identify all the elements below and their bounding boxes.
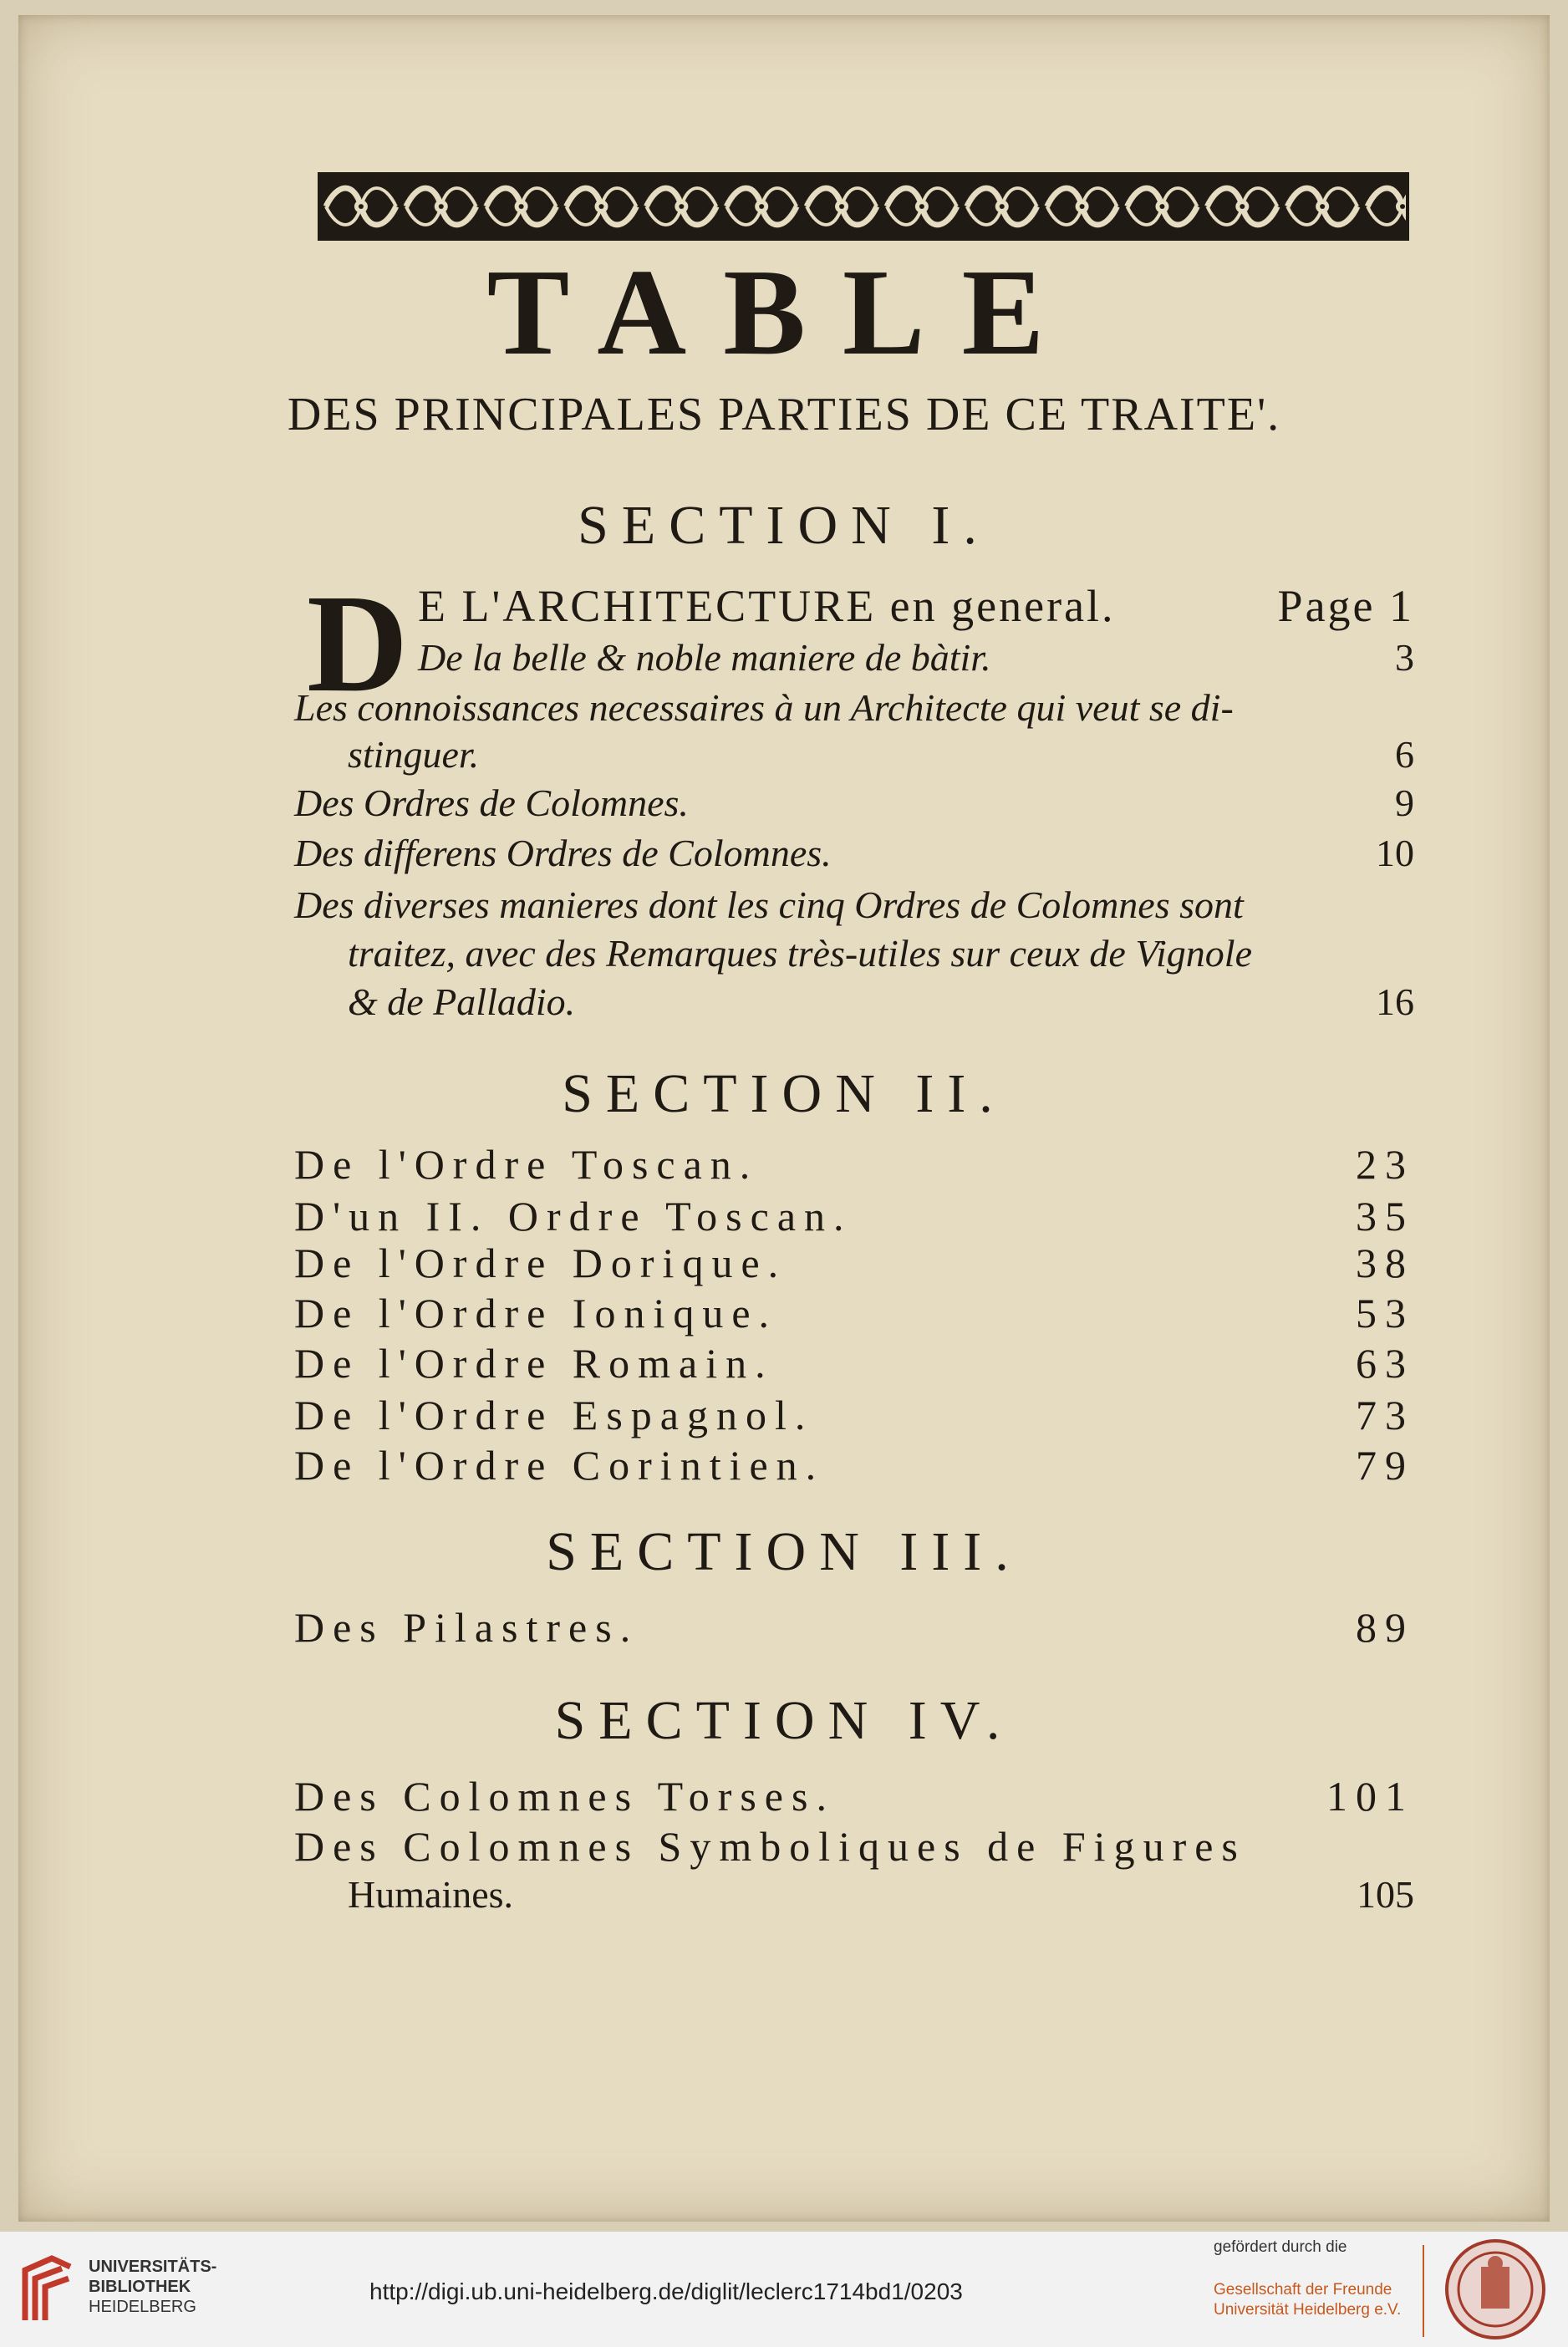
toc-entry[interactable] xyxy=(294,934,1414,973)
funded-by-label: gefördert durch die xyxy=(1214,2238,1347,2256)
toc-entry-text: Des differens Ordres de Colomnes. xyxy=(294,832,832,874)
toc-entry-text: De l'Ordre Ionique. xyxy=(294,1290,778,1336)
toc-entry[interactable] xyxy=(294,1442,1414,1489)
toc-entry-text: traitez, avec des Remarques très-utiles sur ceux de Vignole xyxy=(348,932,1252,975)
toc-page-number: 38 xyxy=(1356,1240,1414,1286)
toc-entry-text: & de Palladio. xyxy=(348,980,576,1023)
toc-page-number: 89 xyxy=(1356,1604,1414,1651)
toc-page-number: 16 xyxy=(1376,980,1414,1023)
toc-entry[interactable] xyxy=(294,686,1414,729)
toc-page-number: 79 xyxy=(1356,1442,1414,1489)
toc-entry-text: Des Colomnes Torses. xyxy=(294,1773,835,1820)
section-heading-3: SECTION III. xyxy=(546,1521,1022,1582)
toc-entry-text: De l'Ordre Corintien. xyxy=(294,1442,825,1489)
toc-entry-text: stinguer. xyxy=(348,733,480,776)
toc-entry[interactable] xyxy=(294,1394,1414,1436)
toc-entry-text: Des Colomnes Symboliques de Figures xyxy=(294,1823,1246,1870)
toc-page-number: 9 xyxy=(1395,781,1414,824)
permalink-url[interactable]: http://digi.ub.uni-heidelberg.de/diglit/leclerc1714bd1/0203 xyxy=(369,2278,963,2304)
toc-entry-text: Les connoissances necessaires à un Architecte qui veut se di- xyxy=(294,686,1234,729)
toc-entry[interactable] xyxy=(294,1292,1414,1334)
toc-entry-text: Des Pilastres. xyxy=(294,1604,639,1651)
toc-entry-text: De l'Ordre Romain. xyxy=(294,1340,774,1387)
footer-divider xyxy=(1423,2245,1424,2337)
toc-entry[interactable] xyxy=(294,1773,1414,1820)
toc-entry[interactable] xyxy=(294,1823,1414,1870)
toc-entry-text: De la belle & noble maniere de bàtir. xyxy=(418,636,991,679)
toc-page-number: 10 xyxy=(1376,832,1414,874)
page-title: TABLE xyxy=(486,244,1082,381)
section-heading-2: SECTION II. xyxy=(562,1063,1006,1124)
toc-entry-text: Humaines. xyxy=(348,1873,514,1916)
toc-page-number: 63 xyxy=(1356,1340,1414,1387)
toc-page-number: Page 1 xyxy=(1277,581,1414,631)
sponsor-name-line: Universität Heidelberg e.V. xyxy=(1214,2301,1402,2319)
scanned-page xyxy=(18,15,1550,2222)
viewer-footer xyxy=(0,2232,1568,2347)
library-name-line: BIBLIOTHEK xyxy=(89,2278,191,2296)
toc-page-number: 73 xyxy=(1356,1392,1414,1438)
toc-entry[interactable] xyxy=(294,1193,1414,1240)
toc-page-number: 101 xyxy=(1326,1773,1414,1820)
toc-page-number: 23 xyxy=(1356,1141,1414,1188)
toc-entry-text: De l'Ordre Toscan. xyxy=(294,1141,759,1188)
toc-entry[interactable] xyxy=(294,834,1414,873)
toc-entry[interactable] xyxy=(294,733,1414,776)
page-subtitle: DES PRINCIPALES PARTIES DE CE TRAITE'. xyxy=(287,389,1281,440)
toc-entry[interactable] xyxy=(418,636,1414,679)
toc-page-number: 35 xyxy=(1356,1193,1414,1240)
drop-cap: D xyxy=(307,566,409,721)
toc-entry-text: D'un II. Ordre Toscan. xyxy=(294,1193,853,1240)
toc-page-number: 6 xyxy=(1395,733,1414,776)
toc-entry[interactable] xyxy=(294,1141,1414,1188)
toc-entry-text: Des Ordres de Colomnes. xyxy=(294,781,689,824)
toc-entry[interactable] xyxy=(294,781,1414,824)
toc-entry[interactable] xyxy=(294,980,1414,1023)
library-logo-icon xyxy=(18,2253,77,2327)
toc-entry[interactable] xyxy=(294,1340,1414,1387)
toc-page-number: 105 xyxy=(1357,1873,1414,1916)
sponsor-name-line: Gesellschaft der Freunde xyxy=(1214,2281,1392,2299)
university-seal-icon xyxy=(1444,2238,1546,2340)
toc-entry-text: E L'ARCHITECTURE en general. xyxy=(418,581,1116,631)
toc-entry[interactable] xyxy=(294,1604,1414,1651)
toc-page-number: 3 xyxy=(1395,636,1414,679)
section-heading-4: SECTION IV. xyxy=(554,1690,1014,1751)
toc-entry[interactable] xyxy=(294,1242,1414,1284)
section-heading-1: SECTION I. xyxy=(578,495,990,556)
toc-page-number: 53 xyxy=(1356,1290,1414,1336)
library-name-line: HEIDELBERG xyxy=(89,2298,196,2316)
toc-entry[interactable] xyxy=(294,1873,1414,1916)
toc-entry[interactable] xyxy=(294,883,1414,926)
toc-entry-text: De l'Ordre Espagnol. xyxy=(294,1392,814,1438)
sponsor-name[interactable] xyxy=(1214,2280,1401,2320)
toc-entry[interactable] xyxy=(418,583,1414,629)
library-name-line: UNIVERSITÄTS- xyxy=(89,2258,217,2276)
library-name xyxy=(89,2257,216,2317)
ornament-band xyxy=(318,172,1409,241)
toc-entry-text: De l'Ordre Dorique. xyxy=(294,1240,787,1286)
toc-entry-text: Des diverses manieres dont les cinq Ordres de Colomnes sont xyxy=(294,883,1244,926)
